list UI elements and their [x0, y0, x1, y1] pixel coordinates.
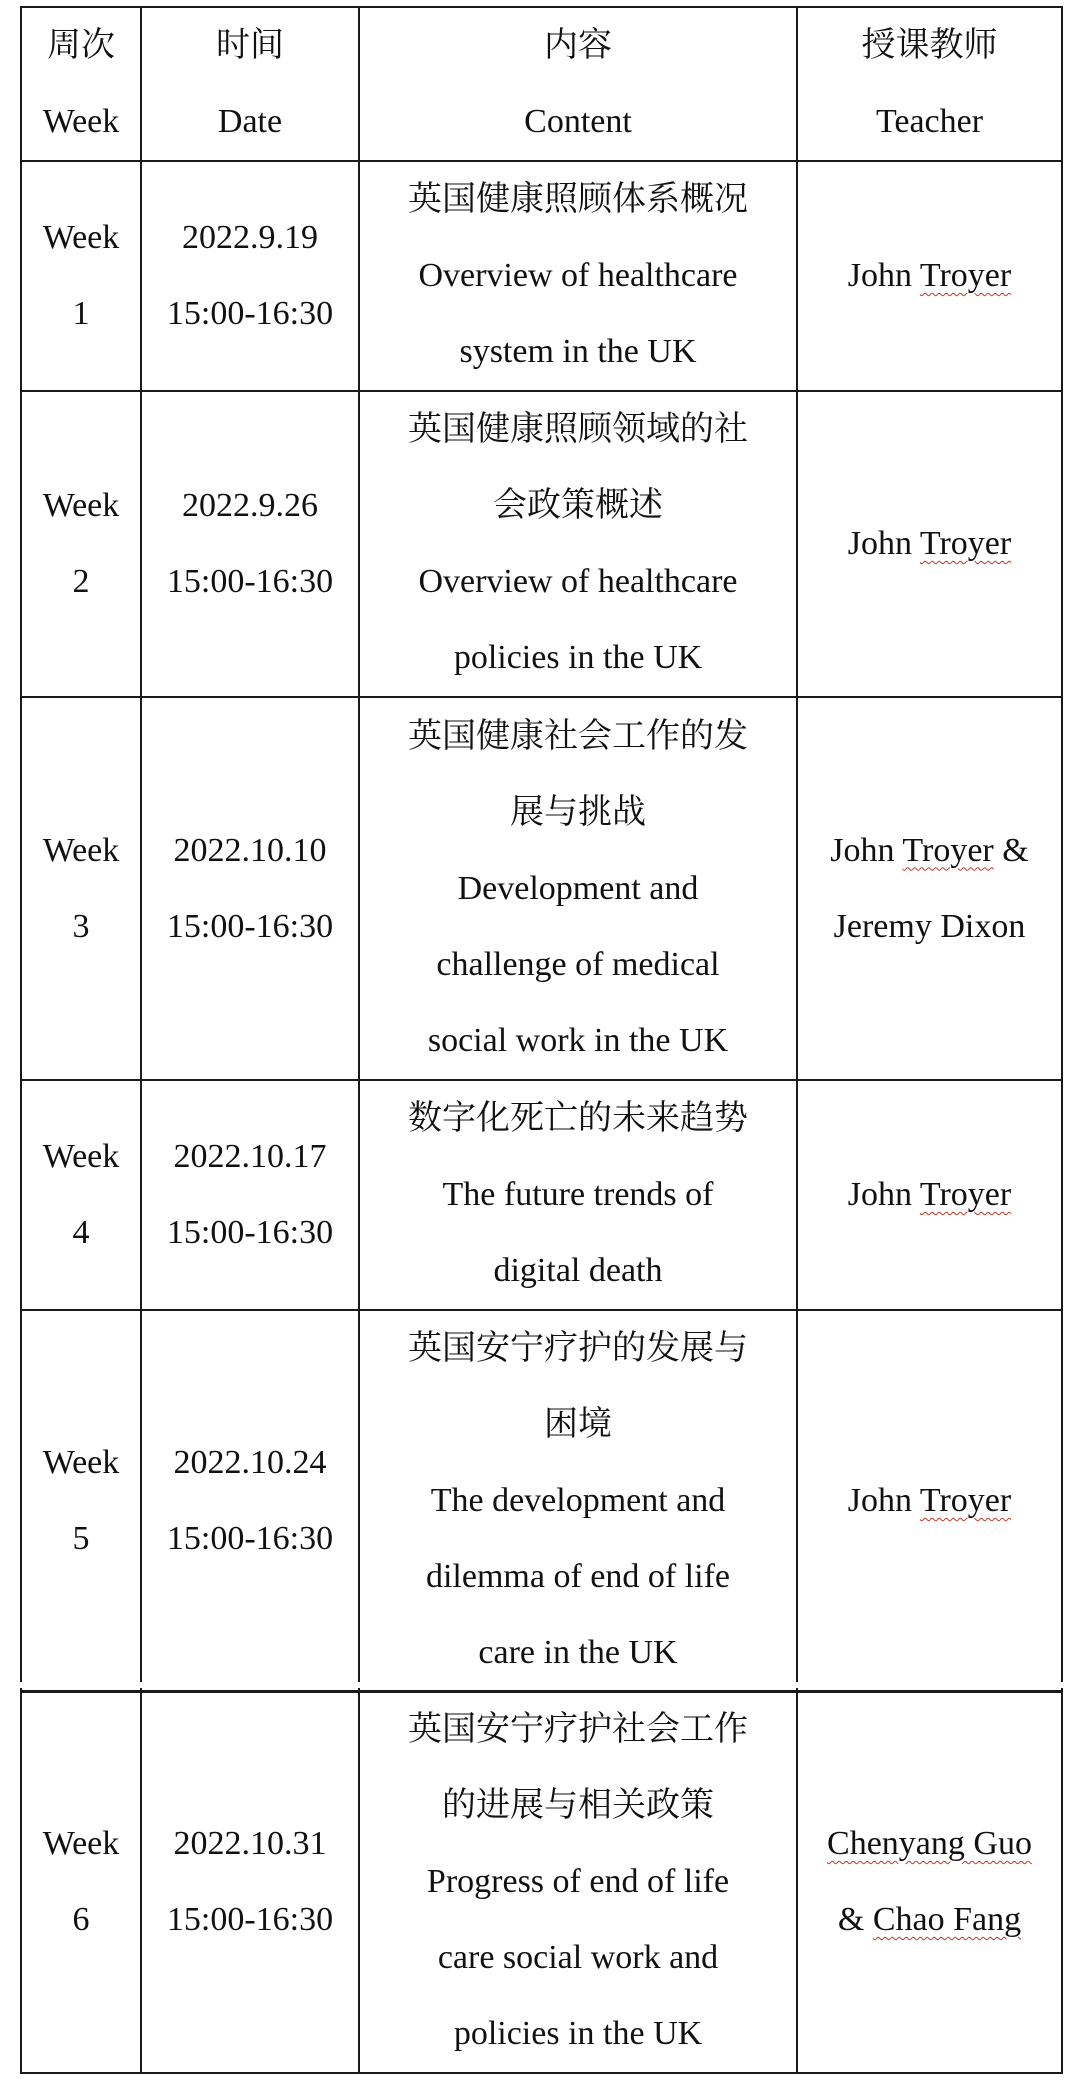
week-line: 5	[72, 1520, 90, 1557]
content-cell	[359, 1080, 797, 1310]
date-line: 2022.9.19	[182, 219, 318, 256]
week-line: Week	[42, 1825, 120, 1862]
teacher-line	[802, 813, 1057, 889]
content-cell	[359, 161, 797, 391]
header-date	[141, 7, 359, 161]
header-content-zh: 内容	[544, 27, 612, 64]
teacher-line	[802, 1463, 1057, 1539]
week-line: Week	[42, 1138, 120, 1175]
content-cell	[359, 1310, 797, 1692]
week-line: Week	[42, 487, 120, 524]
content-line: care in the UK	[478, 1634, 678, 1671]
teacher-text: John	[830, 831, 903, 869]
date-cell	[141, 1310, 359, 1692]
content-line: The future trends of	[442, 1176, 714, 1213]
header-week	[21, 7, 141, 161]
content-line: policies in the UK	[453, 2015, 703, 2052]
teacher-line	[802, 506, 1057, 582]
content-line: system in the UK	[459, 333, 697, 370]
content-line: Overview of healthcare	[418, 257, 738, 294]
table-row	[21, 161, 1062, 391]
content-line: 英国健康照顾体系概况	[408, 181, 748, 218]
content-cell	[359, 391, 797, 697]
date-line: 15:00-16:30	[166, 1214, 334, 1251]
week-line: Week	[42, 831, 120, 869]
content-line: care social work and	[437, 1939, 719, 1976]
teacher-text: &	[993, 831, 1029, 869]
table-row	[21, 697, 1062, 1080]
header-date-en: Date	[217, 103, 283, 140]
content-line: 会政策概述	[493, 487, 663, 524]
date-line: 15:00-16:30	[166, 907, 334, 945]
header-row	[21, 7, 1062, 161]
teacher-line	[802, 1882, 1057, 1958]
content-line: Overview of healthcare	[418, 563, 738, 600]
teacher-text: &	[837, 1901, 873, 1938]
week-line: Week	[42, 1444, 120, 1481]
week-line: 3	[72, 907, 90, 945]
content-line: 展与挑战	[510, 793, 646, 831]
week-cell	[21, 391, 141, 697]
header-content	[359, 7, 797, 161]
content-line: The development and	[430, 1482, 726, 1519]
course-schedule-table	[20, 6, 1063, 1693]
content-line: 数字化死亡的未来趋势	[408, 1100, 748, 1137]
table-row	[21, 391, 1062, 697]
date-cell	[141, 697, 359, 1080]
teacher-line	[802, 889, 1057, 965]
week-line: 6	[72, 1901, 90, 1938]
content-line: Progress of end of life	[426, 1863, 730, 1900]
table-row	[21, 1691, 1062, 2073]
date-cell	[141, 161, 359, 391]
header-week-en: Week	[42, 103, 120, 140]
date-cell	[141, 391, 359, 697]
teacher-name-spellcheck: Troyer	[902, 831, 994, 869]
content-line: 英国安宁疗护社会工作	[408, 1711, 748, 1748]
teacher-name-spellcheck: Troyer	[919, 257, 1012, 294]
teacher-line	[802, 1806, 1057, 1882]
week-line: 4	[72, 1214, 90, 1251]
teacher-name-spellcheck: Troyer	[919, 1176, 1012, 1213]
week-cell	[21, 1310, 141, 1692]
content-cell	[359, 1691, 797, 2073]
content-line: 英国安宁疗护的发展与	[408, 1330, 748, 1367]
week-cell	[21, 161, 141, 391]
content-line: 的进展与相关政策	[442, 1787, 714, 1824]
date-cell	[141, 1080, 359, 1310]
page-break-gap	[0, 1682, 1080, 1688]
content-line: 英国健康社会工作的发	[408, 717, 748, 755]
date-line: 15:00-16:30	[166, 1901, 334, 1938]
teacher-name-spellcheck: Troyer	[919, 1482, 1012, 1519]
week-line: 2	[72, 563, 90, 600]
week-cell	[21, 1080, 141, 1310]
date-cell	[141, 1691, 359, 2073]
content-line: 困境	[544, 1406, 612, 1443]
teacher-name-spellcheck: Chao Fang	[872, 1901, 1022, 1938]
teacher-text: John	[847, 1482, 920, 1519]
teacher-name-spellcheck: Troyer	[919, 525, 1012, 562]
date-line: 2022.10.10	[173, 831, 327, 869]
course-schedule-table-continued	[20, 1690, 1063, 2074]
teacher-cell	[797, 1691, 1062, 2073]
header-content-en: Content	[524, 103, 632, 140]
header-date-zh: 时间	[216, 27, 284, 64]
week-line: Week	[42, 219, 120, 256]
header-teacher-zh: 授课教师	[861, 27, 998, 64]
week-cell	[21, 697, 141, 1080]
date-line: 15:00-16:30	[166, 563, 334, 600]
teacher-text: John	[847, 525, 920, 562]
date-line: 2022.10.31	[173, 1825, 327, 1862]
teacher-cell	[797, 1080, 1062, 1310]
schedule-body-part-1	[21, 7, 1062, 1692]
date-line: 2022.9.26	[182, 487, 318, 524]
table-row	[21, 1310, 1062, 1692]
content-line: social work in the UK	[427, 1021, 729, 1059]
date-line: 2022.10.17	[173, 1138, 327, 1175]
date-line: 15:00-16:30	[166, 295, 334, 332]
teacher-text: John	[847, 257, 920, 294]
content-line: dilemma of end of life	[425, 1558, 730, 1595]
teacher-cell	[797, 1310, 1062, 1692]
header-teacher-en: Teacher	[875, 103, 984, 140]
content-line: digital death	[493, 1252, 663, 1289]
week-cell	[21, 1691, 141, 2073]
teacher-text: John	[847, 1176, 920, 1213]
teacher-cell	[797, 697, 1062, 1080]
header-teacher	[797, 7, 1062, 161]
teacher-line	[802, 1157, 1057, 1233]
teacher-line	[802, 238, 1057, 314]
week-line: 1	[72, 295, 90, 332]
header-week-zh: 周次	[47, 27, 115, 64]
schedule-body-part-2	[21, 1691, 1062, 2073]
content-line: 英国健康照顾领域的社	[408, 411, 748, 448]
content-line: challenge of medical	[436, 945, 720, 983]
content-line: policies in the UK	[453, 639, 703, 676]
date-line: 15:00-16:30	[166, 1520, 334, 1557]
teacher-name-spellcheck: Chenyang Guo	[827, 1825, 1032, 1862]
content-cell	[359, 697, 797, 1080]
table-row	[21, 1080, 1062, 1310]
teacher-cell	[797, 161, 1062, 391]
teacher-cell	[797, 391, 1062, 697]
content-line: Development and	[457, 869, 699, 907]
teacher-text: Jeremy Dixon	[833, 907, 1026, 945]
date-line: 2022.10.24	[173, 1444, 327, 1481]
